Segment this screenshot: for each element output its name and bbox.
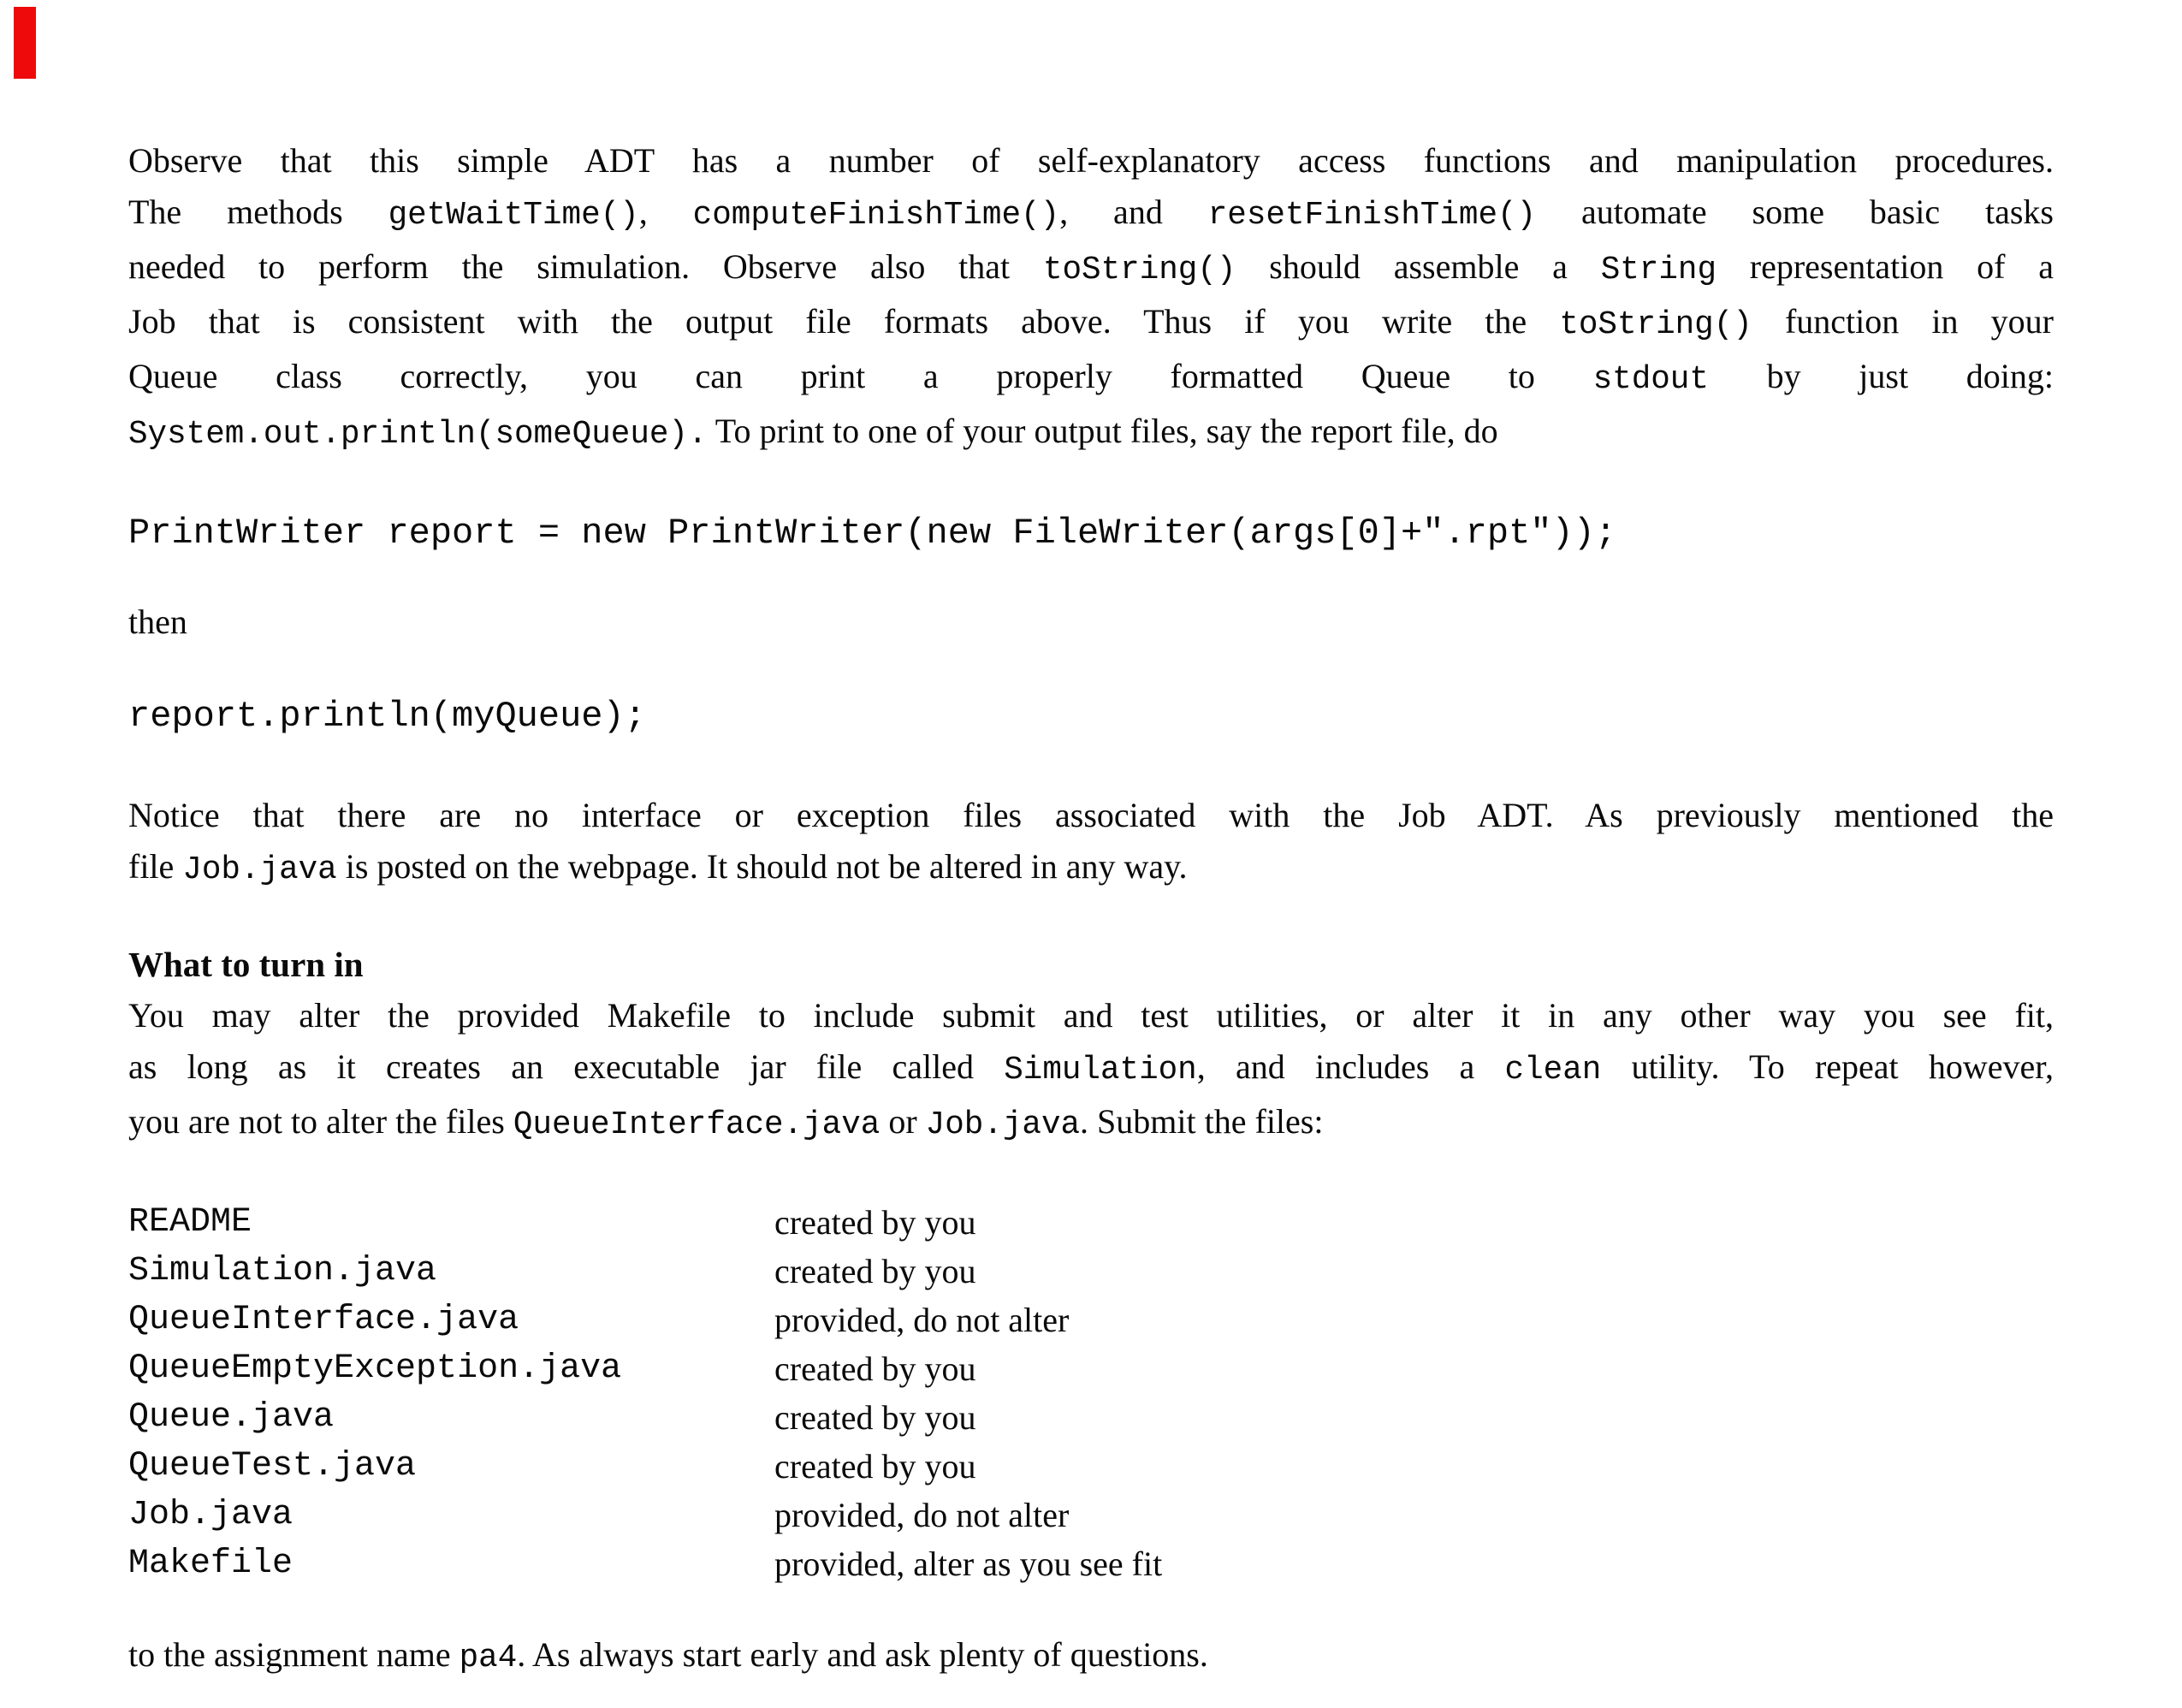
code-line-printwriter: PrintWriter report = new PrintWriter(new FileWriter(args[0]+".rpt")); <box>128 513 1617 554</box>
text-line <box>128 135 2054 187</box>
text-run: to the assignment name <box>128 1635 460 1674</box>
file-description: created by you <box>774 1349 976 1388</box>
text-run: Notice that there are no interface or exception files associated with the Job ADT. As previously mentioned the <box>128 796 2054 834</box>
inline-code: String <box>1600 252 1717 288</box>
text-run: function in your <box>1752 302 2054 341</box>
text-run: , and includes a <box>1196 1047 1505 1086</box>
text-run: you are not to alter the files <box>128 1102 513 1141</box>
file-name: QueueEmptyException.java <box>128 1349 622 1388</box>
file-name: README <box>128 1203 252 1242</box>
text-line <box>128 1629 2054 1684</box>
inline-code: resetFinishTime() <box>1207 198 1537 234</box>
paragraph-submit <box>128 990 2054 1151</box>
paragraph-intro <box>128 135 2054 460</box>
text-line <box>128 187 2054 241</box>
document-content <box>128 135 2054 1684</box>
inline-code: toString() <box>1559 307 1752 343</box>
text-run: is posted on the webpage. It should not be altered in any way. <box>336 847 1188 886</box>
file-list <box>128 1198 2054 1588</box>
file-list-row <box>128 1393 2054 1442</box>
file-name: Queue.java <box>128 1398 335 1437</box>
then-text: then <box>128 602 187 641</box>
file-list-row <box>128 1539 2054 1588</box>
file-description: provided, do not alter <box>774 1496 1070 1534</box>
text-run: file <box>128 847 183 886</box>
text-line <box>128 241 2054 296</box>
text-line <box>128 990 2054 1041</box>
text-run: utility. To repeat however, <box>1601 1047 2055 1086</box>
closing-line <box>128 1629 2054 1684</box>
inline-code: stdout <box>1592 362 1709 398</box>
file-description: provided, do not alter <box>774 1301 1070 1339</box>
text-run: . Submit the files: <box>1080 1102 1324 1141</box>
text-line <box>128 406 2054 460</box>
text-line <box>128 351 2054 406</box>
text-run: To print to one of your output files, say the report file, do <box>707 412 1498 450</box>
inline-code: computeFinishTime() <box>692 198 1060 234</box>
red-margin-mark <box>14 7 36 79</box>
inline-code: pa4 <box>459 1640 518 1676</box>
text-run: , <box>638 193 693 231</box>
file-name: QueueTest.java <box>128 1447 417 1486</box>
file-list-row <box>128 1198 2054 1247</box>
file-list-row <box>128 1247 2054 1296</box>
inline-code: toString() <box>1042 252 1236 288</box>
file-description: created by you <box>774 1398 976 1437</box>
text-run: The methods <box>128 193 388 231</box>
file-list-row <box>128 1442 2054 1491</box>
text-run: should assemble a <box>1236 247 1601 286</box>
file-description: created by you <box>774 1203 976 1242</box>
text-run: representation of a <box>1717 247 2054 286</box>
text-run: Queue class correctly, you can print a properly formatted Queue to <box>128 357 1593 395</box>
code-line-report-println: report.println(myQueue); <box>128 696 646 737</box>
file-name: Job.java <box>128 1496 294 1534</box>
inline-code: clean <box>1504 1053 1602 1088</box>
inline-code: System.out.println(someQueue). <box>128 417 708 453</box>
inline-code: Job.java <box>925 1107 1081 1143</box>
file-description: provided, alter as you see fit <box>774 1545 1163 1583</box>
file-list-row <box>128 1296 2054 1344</box>
file-name: QueueInterface.java <box>128 1301 519 1339</box>
inline-code: Simulation <box>1004 1053 1197 1088</box>
file-name: Simulation.java <box>128 1252 437 1290</box>
text-run: Observe that this simple ADT has a number of self-explanatory access functions and manipulation procedures. <box>128 141 2054 180</box>
text-run: automate some basic tasks <box>1536 193 2054 231</box>
text-run: Job that is consistent with the output file formats above. Thus if you write the <box>128 302 1560 341</box>
text-line <box>128 841 2054 896</box>
text-run: , and <box>1059 193 1208 231</box>
file-description: created by you <box>774 1447 976 1486</box>
inline-code: QueueInterface.java <box>513 1107 881 1143</box>
file-list-row <box>128 1344 2054 1393</box>
text-line <box>128 1096 2054 1151</box>
paragraph-notice <box>128 790 2054 896</box>
file-list-row <box>128 1491 2054 1539</box>
text-run: or <box>880 1102 926 1141</box>
file-name: Makefile <box>128 1545 294 1583</box>
text-run: by just doing: <box>1708 357 2054 395</box>
text-line <box>128 296 2054 351</box>
section-heading-what-to-turn-in: What to turn in <box>128 945 364 984</box>
text-run: as long as it creates an executable jar file called <box>128 1047 1005 1086</box>
text-line <box>128 790 2054 841</box>
text-run: . As always start early and ask plenty of questions. <box>517 1635 1208 1674</box>
inline-code: Job.java <box>182 852 337 888</box>
text-line <box>128 1041 2054 1096</box>
file-description: created by you <box>774 1252 976 1290</box>
text-run: You may alter the provided Makefile to include submit and test utilities, or alter it in any other way you see fit, <box>128 996 2054 1035</box>
text-run: needed to perform the simulation. Observe also that <box>128 247 1043 286</box>
inline-code: getWaitTime() <box>388 198 639 234</box>
